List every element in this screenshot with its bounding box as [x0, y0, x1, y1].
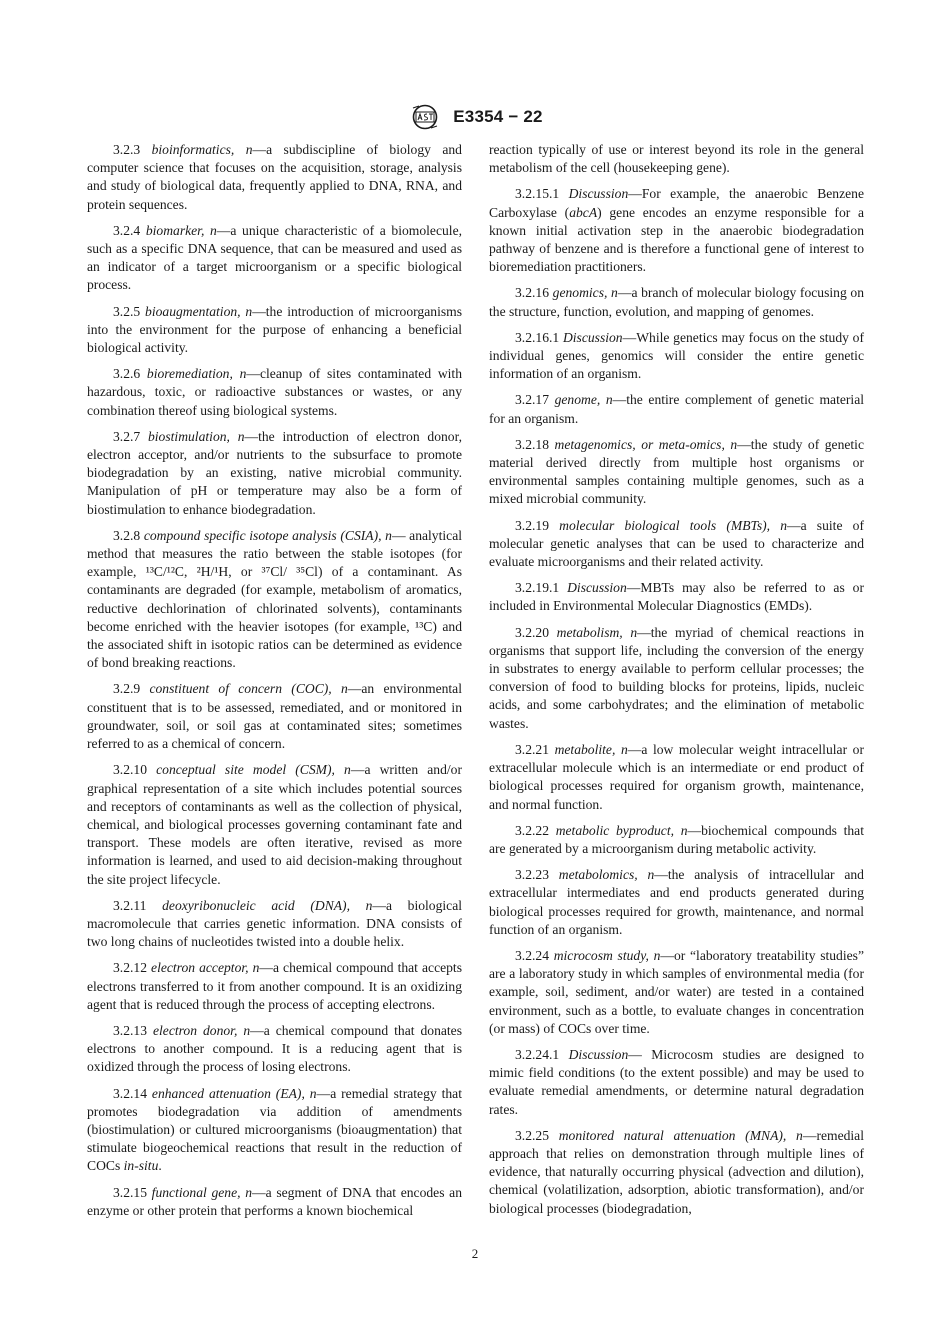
definition-paragraph — [489, 947, 864, 1038]
defined-term: enhanced attenuation (EA), n — [151, 1085, 317, 1101]
section-number: 3.2.15.1 — [515, 186, 560, 202]
defined-term: compound specific isotope analysis (CSIA), n — [143, 527, 392, 543]
definition-paragraph — [489, 579, 864, 615]
section-number: 3.2.25 — [515, 1127, 549, 1143]
section-number: 3.2.6 — [113, 366, 141, 382]
section-number: 3.2.18 — [515, 436, 549, 452]
defined-term: bioaugmentation, n — [145, 303, 253, 319]
definition-paragraph — [87, 303, 462, 358]
right-column — [489, 141, 864, 1226]
section-number: 3.2.5 — [113, 303, 141, 319]
definition-paragraph — [489, 436, 864, 509]
definition-paragraph — [87, 222, 462, 295]
section-number: 3.2.22 — [515, 822, 549, 838]
defined-term: Discussion — [568, 1046, 629, 1062]
definition-text: —MBTs may also be referred to as or included in Environmental Molecular Diagnostics (EMDs). — [489, 580, 864, 614]
standard-designation: E3354 − 22 — [453, 107, 543, 126]
definition-text: — analytical method that measures the ratio between the stable isotopes (for example, ¹³C/¹²C, ²H/¹H, or ³⁷Cl/ ³⁵Cl) of a contaminant. As contaminants are degraded (for example, metabolism of aromatics, reductive dechlorination of chlorinated solvents), contaminants become enriched with the heavier isotopes (for example, ¹³C) and the associated shift in isotopic ratios can be determined as evidence of bond breaking reactions. — [87, 527, 463, 671]
definition-paragraph — [489, 624, 864, 733]
section-number: 3.2.16 — [515, 285, 549, 301]
defined-term: monitored natural attenuation (MNA), n — [558, 1127, 803, 1143]
defined-term: bioremediation, n — [146, 366, 247, 382]
defined-term: metabolism, n — [556, 624, 638, 640]
defined-term: molecular biological tools (MBTs), n — [559, 517, 787, 533]
definition-paragraph — [489, 185, 864, 276]
italic-phrase: in-situ — [123, 1158, 159, 1174]
definition-paragraph — [489, 329, 864, 384]
defined-term: deoxyribonucleic acid (DNA), n — [162, 897, 373, 913]
definition-paragraph — [87, 680, 462, 753]
definition-text: —the introduction of electron donor, electron acceptor, and/or nutrients to the subsurface to promote biodegradation by an existing, native microbial community. Manipulation of pH or temperature may also be a form of biostimulation to enhance biodegradation. — [87, 428, 462, 517]
definition-text-continued: ) gene encodes an enzyme responsible for a known initial activation step in the anaerobic biodegradation pathway of benzene and is therefore a functional gene of interest to bioremediation practitioners. — [489, 204, 865, 275]
section-number: 3.2.10 — [113, 762, 147, 778]
definition-paragraph — [87, 761, 462, 888]
section-number: 3.2.21 — [515, 741, 549, 757]
section-number: 3.2.7 — [113, 428, 141, 444]
definition-text: —a chemical compound that accepts electrons transferred to it from another compound. It is an oxidizing agent that is reduced through the process of accepting electrons. — [87, 960, 462, 1012]
defined-term: conceptual site model (CSM), n — [156, 762, 351, 778]
definition-paragraph — [489, 391, 864, 427]
definition-paragraph — [87, 527, 462, 673]
definition-text: —a chemical compound that donates electrons to another compound. It is a reducing agent that is oxidized through the process of losing electrons. — [87, 1022, 463, 1075]
section-number: 3.2.24 — [515, 947, 549, 963]
sentence-end: . — [158, 1158, 162, 1174]
definition-paragraph — [87, 141, 462, 214]
defined-term: electron donor, n — [152, 1022, 251, 1038]
definition-paragraph — [87, 1085, 462, 1176]
defined-term: functional gene, n — [151, 1184, 253, 1200]
definition-text: —a biological macromolecule that carries genetic information. DNA consists of two long chains of nucleotides twisted into a double helix. — [87, 897, 463, 950]
definition-text: — Microcosm studies are designed to mimic field conditions (to the extent possible) and may be used to evaluate remedial amendments, or determine natural degradation rates. — [489, 1046, 864, 1117]
defined-term: genomics, n — [552, 285, 618, 301]
section-number: 3.2.13 — [113, 1022, 147, 1038]
definition-text: —a subdiscipline of biology and computer science that focuses on the acquisition, storage, analysis and study of biological data, frequently applied to DNA, RNA, and protein sequences. — [87, 142, 462, 212]
definition-text: —For example, the anaerobic Benzene Carboxylase ( — [489, 186, 864, 220]
definition-text: —or “laboratory treatability studies” are a laboratory study in which samples of environmental media (for example, soil, sediment, and/or water) are tested in a contained environment, such as a bottle, to evaluate changes in concentration (or mass) of COCs over time. — [489, 947, 864, 1036]
defined-term: metabolomics, n — [558, 867, 655, 883]
definition-paragraph — [489, 866, 864, 939]
defined-term: bioinformatics, n — [151, 142, 253, 157]
definition-text: —the entire complement of genetic material for an organism. — [489, 392, 864, 426]
defined-term: Discussion — [567, 580, 627, 596]
defined-term: metabolite, n — [554, 741, 628, 757]
section-number: 3.2.4 — [113, 222, 141, 238]
section-number: 3.2.8 — [113, 527, 141, 543]
page-number: 2 — [471, 1246, 479, 1261]
section-number: 3.2.9 — [113, 681, 141, 697]
section-number: 3.2.24.1 — [515, 1046, 560, 1062]
section-number: 3.2.14 — [113, 1085, 147, 1101]
definition-text: —a suite of molecular genetic analyses that can be used to characterize and evaluate microorganisms and their related activity. — [489, 517, 864, 570]
definition-text: —biochemical compounds that are generated by a microorganism during metabolic activity. — [489, 822, 864, 856]
section-number: 3.2.23 — [515, 867, 549, 883]
document-header — [0, 104, 950, 130]
defined-term: genome, n — [554, 392, 613, 408]
defined-term: biostimulation, n — [147, 428, 245, 444]
defined-term: biomarker, n — [145, 222, 217, 238]
definition-paragraph — [87, 897, 462, 952]
defined-term: metabolic byproduct, n — [555, 822, 688, 838]
section-number: 3.2.3 — [113, 142, 141, 157]
definition-paragraph — [87, 428, 462, 519]
definition-text: —a segment of DNA that encodes an enzyme or other protein that performs a known biochemical — [87, 1184, 463, 1218]
section-number: 3.2.19.1 — [515, 580, 560, 596]
definition-paragraph — [489, 517, 864, 572]
definition-text: —a low molecular weight intracellular or extracellular molecule which is an intermediate or end product of biological processes required for organism growth, maintenance, and normal function. — [489, 741, 864, 812]
definition-paragraph — [489, 141, 864, 177]
definition-text: —the analysis of intracellular and extracellular intermediates and end products generated during biological processes required for growth, maintenance, and normal function of an organism. — [489, 867, 864, 937]
section-number: 3.2.11 — [113, 897, 147, 913]
defined-term: Discussion — [562, 329, 623, 345]
defined-term: electron acceptor, n — [151, 960, 260, 976]
definition-text: —While genetics may focus on the study of individual genes, genomics will consider the entire genetic information of an organism. — [489, 329, 864, 382]
defined-term: constituent of concern (COC), n — [149, 681, 348, 697]
section-number: 3.2.15 — [113, 1184, 147, 1200]
definition-paragraph — [87, 959, 462, 1014]
definition-text: —a branch of molecular biology focusing on the structure, function, evolution, and mapping of genomes. — [489, 285, 865, 319]
definition-text: —remedial approach that relies on demonstration through multiple lines of evidence, that naturally occurring physical (advection and dilution), chemical (volatilization, adsorption, abiotic transformation), and/or biological processes (biodegradation, — [489, 1127, 864, 1216]
definition-paragraph — [489, 822, 864, 858]
section-number: 3.2.20 — [515, 624, 549, 640]
section-number: 3.2.16.1 — [515, 329, 560, 345]
astm-logo-icon — [407, 104, 443, 130]
gene-name: abcA — [569, 204, 598, 220]
definition-text: —the study of genetic material derived directly from multiple host organisms or environmental samples containing multiple genomes, such as a mixed microbial community. — [489, 436, 864, 507]
section-number: 3.2.17 — [515, 392, 549, 408]
left-column — [87, 141, 462, 1228]
definition-text: —an environmental constituent that is to be assessed, remediated, and or monitored in groundwater, soil, or soil gas at contaminated sites; sometimes referred to as a chemical of concern. — [87, 681, 462, 752]
definition-text: reaction typically of use or interest beyond its role in the general metabolism of the cell (housekeeping gene). — [489, 142, 864, 176]
definition-text: —a remedial strategy that promotes biodegradation via addition of amendments (biostimulation) or cultured microorganisms (bioaugmentation) that stimulate biogeochemical reactions that result in the reduction of COCs — [87, 1085, 462, 1174]
defined-term: microcosm study, n — [553, 947, 661, 963]
section-number: 3.2.19 — [515, 517, 549, 533]
definition-paragraph — [489, 741, 864, 814]
definition-paragraph — [489, 1127, 864, 1218]
definition-paragraph — [87, 365, 462, 420]
definition-text: —cleanup of sites contaminated with hazardous, toxic, or radioactive substances or wastes, or any combination thereof using biological systems. — [87, 366, 463, 418]
definition-paragraph — [87, 1022, 462, 1077]
definition-text: —a unique characteristic of a biomolecule, such as a specific DNA sequence, that can be measured and used as an indicator of a target microorganism or a specific biological process. — [87, 222, 463, 293]
definition-paragraph — [87, 1184, 462, 1220]
defined-term: metagenomics, or meta-omics, n — [554, 436, 738, 452]
definition-text: —the myriad of chemical reactions in organisms that support life, including the conversion of the energy in substrates to energy available to perform cellular processes; the conversion of food to building blocks for proteins, lipids, nucleic acids, and some carbohydrates; and the elimination of metabolic wastes. — [489, 624, 865, 731]
definition-paragraph — [489, 1046, 864, 1119]
definition-text: —the introduction of microorganisms into the environment for the purpose of enhancing a beneficial biological activity. — [87, 303, 462, 356]
definition-paragraph — [489, 284, 864, 320]
definition-text: —a written and/or graphical representation of a site which includes potential sources and receptors of contaminants as well as the collection of physical, chemical, and biological processes governing contaminant fate and transport. These models are often iterative, revised as more information is learned, and used to aid decision-making throughout the site project lifecycle. — [87, 762, 462, 887]
defined-term: Discussion — [568, 186, 629, 202]
section-number: 3.2.12 — [113, 960, 147, 976]
